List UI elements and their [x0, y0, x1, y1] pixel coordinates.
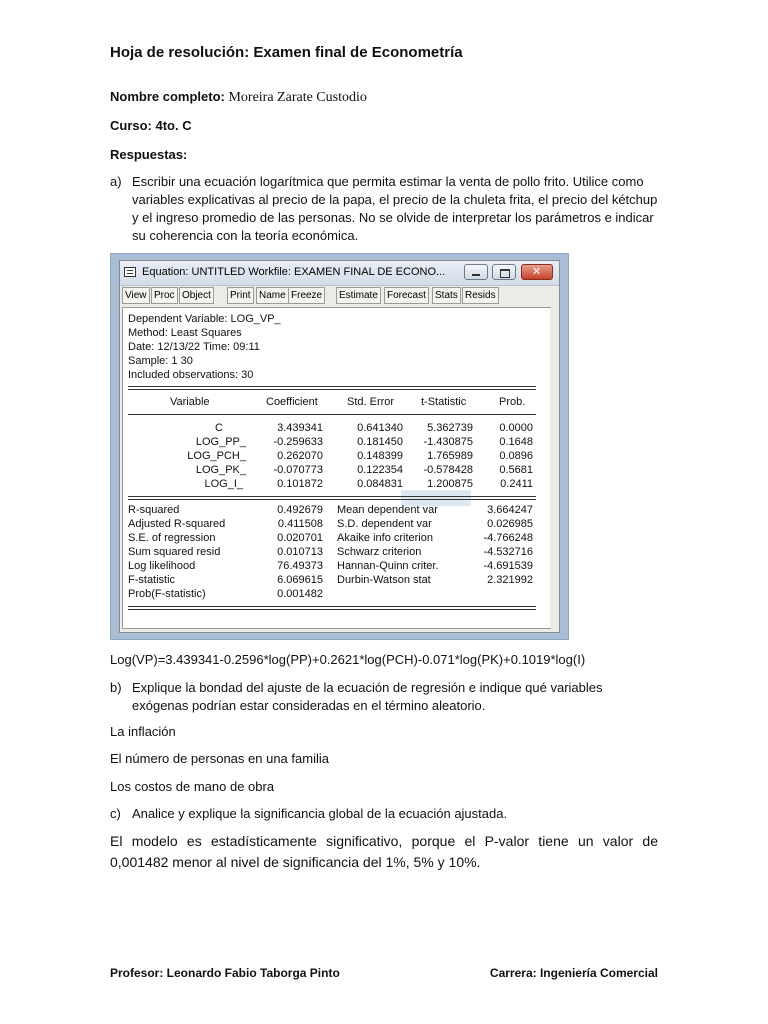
stat-value: 2.321992 — [487, 574, 533, 586]
stat-label: Akaike info criterion — [337, 532, 433, 544]
toolbar-estimate-button[interactable]: Estimate — [336, 287, 381, 304]
cell: LOG_I_ — [204, 478, 243, 490]
cell: 0.084831 — [357, 478, 403, 490]
answer-c-paragraph: El modelo es estadísticamente significativo, porque el P-valor tiene un valor de 0,001482 menor al nivel de significancia del 1%, 5% y 10%. — [110, 833, 658, 870]
output-header-line: Sample: 1 30 — [128, 355, 193, 367]
stat-label: R-squared — [128, 504, 180, 516]
toolbar-freeze-button[interactable]: Freeze — [288, 287, 325, 304]
table-rule — [128, 609, 536, 610]
toolbar-print-button[interactable]: Print — [227, 287, 254, 304]
output-header-line: Date: 12/13/22 Time: 09:11 — [128, 341, 260, 353]
cell: 0.5681 — [499, 464, 533, 476]
page-title: Hoja de resolución: Examen final de Econometría — [110, 44, 463, 61]
cell: 0.181450 — [357, 436, 403, 448]
footer-professor: Profesor: Leonardo Fabio Taborga Pinto — [110, 966, 340, 980]
maximize-button[interactable] — [492, 264, 516, 280]
window-titlebar[interactable] — [120, 261, 559, 286]
question-c-text: Analice y explique la significancia global de la ecuación ajustada. — [132, 806, 508, 821]
cell: 0.641340 — [357, 422, 403, 434]
answer-b-item: El número de personas en una familia — [110, 751, 329, 766]
stat-label: F-statistic — [128, 574, 176, 586]
stat-value: 0.411508 — [277, 518, 323, 530]
cell: LOG_PP_ — [195, 436, 246, 448]
stat-value: 0.026985 — [487, 518, 533, 530]
stat-value: 0.492679 — [277, 504, 323, 516]
answer-b-item: La inflación — [110, 724, 176, 739]
stat-value: 6.069615 — [277, 574, 323, 586]
table-rule — [128, 386, 536, 387]
stat-value: -4.532716 — [483, 546, 533, 558]
question-b — [110, 679, 658, 715]
stat-label: S.E. of regression — [128, 532, 216, 544]
question-b-label: b) — [110, 680, 122, 695]
column-header: Variable — [170, 396, 210, 408]
cell: 1.200875 — [427, 478, 473, 490]
stat-label: Adjusted R-squared — [128, 518, 226, 530]
toolbar-forecast-button[interactable]: Forecast — [384, 287, 429, 304]
column-header: Coefficient — [266, 396, 318, 408]
cell: 0.262070 — [277, 450, 323, 462]
name-value: Moreira Zarate Custodio — [228, 90, 367, 105]
answer-b-item: Los costos de mano de obra — [110, 779, 275, 794]
cell: 0.122354 — [357, 464, 403, 476]
stat-value: 3.664247 — [487, 504, 533, 516]
table-rule — [128, 496, 536, 497]
student-name-line — [110, 89, 367, 106]
stat-value: 0.001482 — [277, 588, 323, 600]
cell: -0.578428 — [423, 464, 473, 476]
toolbar-object-button[interactable]: Object — [179, 287, 214, 304]
question-a — [110, 173, 658, 245]
question-a-label: a) — [110, 174, 122, 189]
cell: 0.1648 — [499, 436, 533, 448]
footer-career: Carrera: Ingeniería Comercial — [489, 966, 658, 980]
answers-heading: Respuestas: — [110, 147, 188, 162]
stat-value: 0.020701 — [277, 532, 323, 544]
cell: 5.362739 — [427, 422, 473, 434]
name-label: Nombre completo: — [110, 89, 225, 104]
cell: -0.259633 — [273, 436, 323, 448]
table-rule — [128, 414, 536, 415]
eviews-window-frame — [110, 253, 569, 640]
cell: 0.148399 — [357, 450, 403, 462]
toolbar-proc-button[interactable]: Proc — [151, 287, 178, 304]
question-c — [110, 805, 658, 823]
column-header: t-Statistic — [421, 396, 467, 408]
window-toolbar — [120, 287, 559, 305]
stat-value: -4.766248 — [483, 532, 533, 544]
eviews-equation-window — [119, 260, 560, 633]
cell: 1.765989 — [427, 450, 473, 462]
stat-value: 0.010713 — [277, 546, 323, 558]
question-b-text: Explique la bondad del ajuste de la ecuación de regresión e indique qué variables exógenas podrían estar consideradas en el término aleatorio. — [132, 680, 603, 713]
output-header-line: Dependent Variable: LOG_VP_ — [128, 313, 281, 325]
cell: 0.101872 — [277, 478, 323, 490]
output-header-line: Included observations: 30 — [128, 369, 254, 381]
stat-label: Hannan-Quinn criter. — [337, 560, 439, 572]
toolbar-view-button[interactable]: View — [122, 287, 150, 304]
window-title: Equation: UNTITLED Workfile: EXAMEN FINAL DE ECONO... — [142, 266, 446, 278]
stat-label: Sum squared resid — [128, 546, 221, 558]
table-rule — [128, 499, 536, 500]
question-a-text: Escribir una ecuación logarítmica que permita estimar la venta de pollo frito. Utilice como variables explicativas al precio de la papa, el precio de la chuleta frita, el precio del kétchup y el ingreso promedio de las personas. No se olvide de interpretar los parámetros e indicar su coherencia con la teoría económica. — [132, 174, 658, 243]
column-header: Std. Error — [347, 396, 395, 408]
cell: 3.439341 — [277, 422, 323, 434]
table-rule — [128, 389, 536, 390]
stat-label: S.D. dependent var — [337, 518, 432, 530]
cell: 0.0896 — [499, 450, 533, 462]
question-c-label: c) — [110, 806, 121, 821]
toolbar-stats-button[interactable]: Stats — [432, 287, 461, 304]
column-header: Prob. — [499, 396, 526, 408]
minimize-button[interactable] — [464, 264, 488, 280]
cell: 0.2411 — [500, 478, 533, 490]
stat-label: Durbin-Watson stat — [337, 574, 431, 586]
stat-label: Mean dependent var — [337, 504, 438, 516]
vertical-scrollbar[interactable] — [550, 308, 558, 628]
regression-output — [122, 307, 551, 629]
table-rule — [128, 606, 536, 607]
stat-label: Schwarz criterion — [337, 546, 422, 558]
stat-label: Log likelihood — [128, 560, 196, 572]
window-app-icon — [124, 267, 136, 277]
stat-value: 76.49373 — [277, 560, 323, 572]
toolbar-name-button[interactable]: Name — [256, 287, 289, 304]
cell: C — [215, 422, 223, 434]
toolbar-resids-button[interactable]: Resids — [462, 287, 499, 304]
cell: -0.070773 — [273, 464, 323, 476]
course-line: Curso: 4to. C — [110, 118, 192, 133]
output-header-line: Method: Least Squares — [128, 327, 242, 339]
equation-line: Log(VP)=3.439341-0.2596*log(PP)+0.2621*log(PCH)-0.071*log(PK)+0.1019*log(I) — [110, 652, 586, 667]
cell: LOG_PCH_ — [187, 450, 246, 462]
cell: 0.0000 — [499, 422, 533, 434]
stat-value: -4.691539 — [483, 560, 533, 572]
stat-label: Prob(F-statistic) — [128, 588, 206, 600]
close-button[interactable] — [521, 264, 553, 280]
cell: -1.430875 — [423, 436, 473, 448]
cell: LOG_PK_ — [195, 464, 246, 476]
